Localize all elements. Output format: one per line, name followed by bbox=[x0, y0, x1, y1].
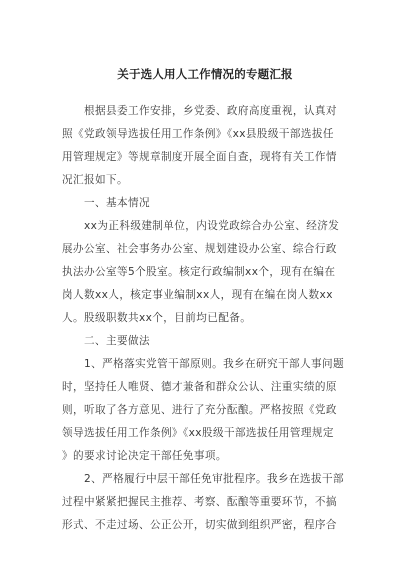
paragraph-line: 2、严格履行中层干部任免审批程序。我乡在选拔干部 bbox=[84, 473, 344, 485]
paragraph-line: 过程中紧紧把握民主推荐、考察、酝酿等重要环节，不搞 bbox=[62, 496, 337, 508]
paragraph-line: 展办公室、社会事务办公室、规划建设办公室、综合行政 bbox=[62, 243, 337, 255]
paragraph-line: 1、严格落实党管干部原则。我乡在研究干部人事问题 bbox=[84, 358, 344, 370]
paragraph-line: 领导选拔任用工作条例》《xx股级干部选拔任用管理规定 bbox=[62, 427, 334, 439]
paragraph-line: 》的要求讨论决定干部任免事项。 bbox=[62, 450, 227, 462]
section-heading: 二、主要做法 bbox=[84, 335, 150, 347]
paragraph-line: 执法办公室等5个股室。核定行政编制xx个，现有在编在 bbox=[62, 266, 336, 278]
paragraph-line: 况汇报如下。 bbox=[62, 174, 128, 186]
paragraph-line: 形式、不走过场、公正公开，切实做到组织严密，程序合 bbox=[62, 519, 337, 531]
paragraph-line: 人。股级职数共xx个，目前均已配备。 bbox=[62, 312, 252, 324]
paragraph-line: 根据县委工作安排，乡党委、政府高度重视，认真对 bbox=[84, 105, 337, 117]
paragraph-line: 则，听取了各方意见、进行了充分酝酿。严格按照《党政 bbox=[62, 404, 337, 416]
section-heading: 一、基本情况 bbox=[84, 197, 150, 209]
paragraph-line: 时，坚持任人唯贤、德才兼备和群众公认、注重实绩的原 bbox=[62, 381, 337, 393]
paragraph-line: xx为正科级建制单位，内设党政综合办公室、经济发 bbox=[84, 220, 340, 232]
paragraph-line: 岗人数xx人，核定事业编制xx人，现有在编在岗人数xx bbox=[62, 289, 333, 301]
paragraph-line: 用管理规定》等规章制度开展全面自查，现将有关工作情 bbox=[62, 151, 337, 163]
paragraph-line: 照《党政领导选拔任用工作条例》《xx县股级干部选拔任 bbox=[62, 128, 334, 140]
document-title: 关于选人用人工作情况的专题汇报 bbox=[117, 67, 293, 81]
